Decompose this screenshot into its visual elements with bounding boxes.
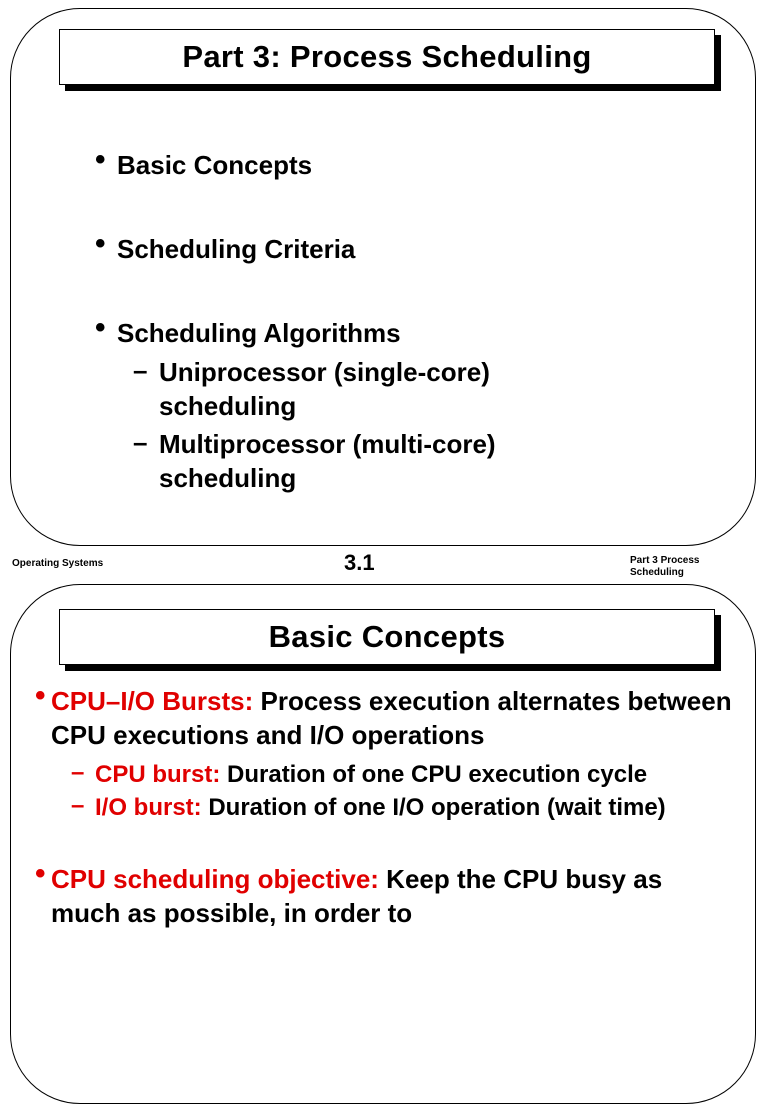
footer-section-name: Part 3 Process Scheduling — [630, 555, 700, 578]
footer-page-number: 3.1 — [344, 550, 375, 575]
bullet-icon: • — [35, 856, 46, 890]
bullet-icon: • — [95, 310, 106, 344]
sub-bullet-text: Duration of one CPU execution cycle — [220, 760, 648, 788]
bullet-icon: • — [35, 679, 46, 712]
list-item — [95, 226, 629, 267]
bullet-text: Basic Concepts — [117, 150, 313, 180]
list-item — [95, 143, 629, 183]
slide-1-title-text: Part 3: Process Scheduling — [182, 39, 592, 74]
dash-icon: – — [133, 426, 148, 457]
sub-bullet-label: I/O burst: — [95, 793, 202, 821]
sub-bullet-label: CPU burst: — [95, 760, 221, 788]
slide-2-bullet-list — [35, 679, 735, 931]
sub-bullet-text: Uniprocessor (single-core) scheduling — [159, 357, 490, 422]
bullet-text: Process execution alternates between CPU executions and I/O operations — [51, 686, 732, 750]
list-item — [35, 856, 735, 931]
dash-icon: – — [71, 758, 85, 786]
sub-list-item — [117, 428, 629, 496]
dash-icon: – — [133, 355, 148, 386]
sub-list-item — [51, 792, 745, 823]
sub-bullet-list — [51, 759, 735, 823]
slide-1-bullet-list — [95, 143, 629, 496]
bullet-text: Keep the CPU busy as much as possible, in order to — [51, 863, 663, 928]
slide-2-title — [59, 609, 715, 665]
dash-icon: – — [71, 791, 85, 819]
slide-2-title-text: Basic Concepts — [268, 619, 506, 654]
bullet-icon: • — [95, 226, 106, 260]
page-footer — [0, 550, 768, 578]
list-item — [95, 310, 629, 496]
bullet-text: Scheduling Criteria — [117, 233, 356, 264]
sub-bullet-text: Duration of one I/O operation (wait time) — [201, 793, 666, 821]
footer-course-name: Operating Systems — [12, 558, 104, 569]
sub-bullet-list — [117, 356, 629, 495]
bullet-text: Scheduling Algorithms — [117, 317, 401, 348]
slide-1 — [10, 8, 756, 546]
slide-2 — [10, 584, 756, 1104]
sub-list-item — [117, 356, 629, 424]
bullet-label: CPU scheduling objective: — [51, 863, 379, 894]
bullet-label: CPU–I/O Bursts: — [51, 686, 254, 716]
sub-bullet-text: Multiprocessor (multi-core) scheduling — [159, 428, 496, 493]
sub-list-item — [51, 759, 745, 790]
slide-1-title — [59, 29, 715, 85]
list-item — [35, 679, 735, 823]
bullet-icon: • — [95, 143, 106, 176]
